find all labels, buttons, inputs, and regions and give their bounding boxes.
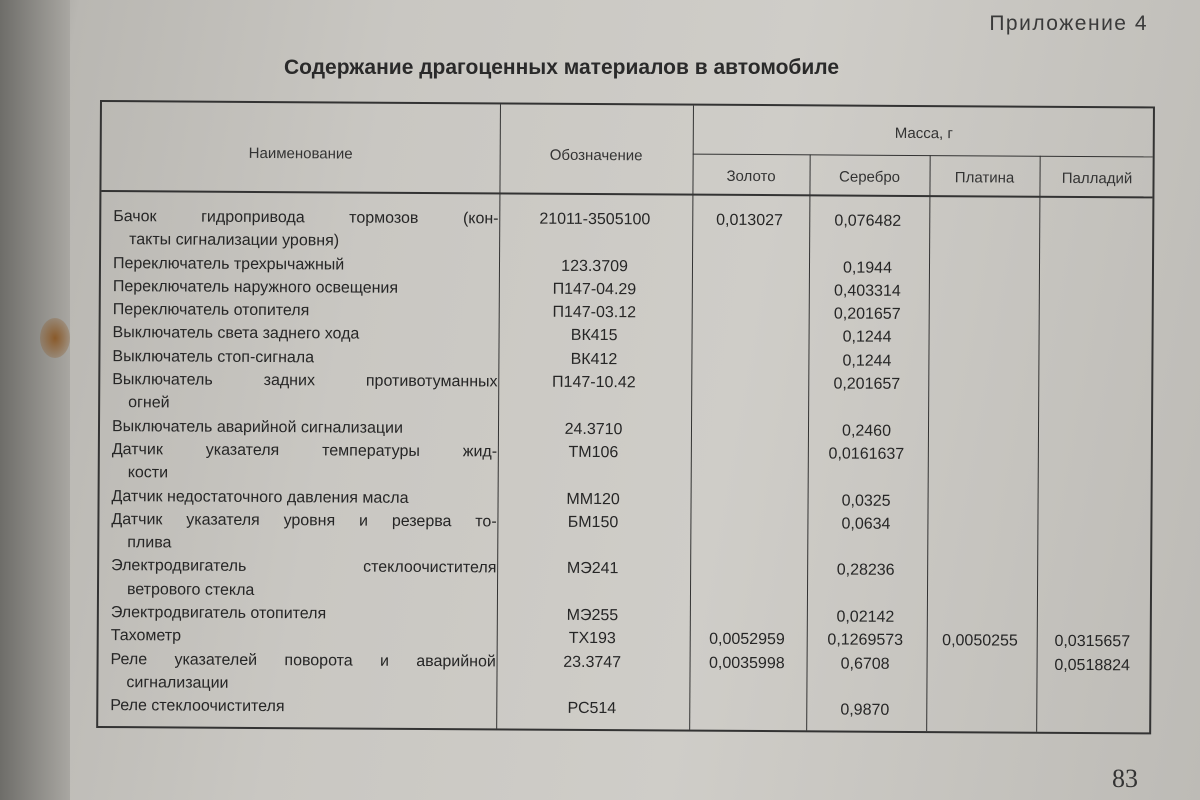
- item-name: [101, 252, 498, 278]
- palladium-mass: [1034, 700, 1149, 724]
- platinum-mass: [927, 210, 1037, 257]
- gold-mass: [691, 302, 808, 326]
- palladium-mass: [1037, 351, 1152, 375]
- gold-mass: 0,0052959: [709, 631, 785, 649]
- appendix-label: Приложение 4: [989, 12, 1148, 35]
- gold-mass: [690, 325, 807, 349]
- item-name: [98, 648, 496, 697]
- item-name: [101, 298, 498, 324]
- platinum-mass: [926, 443, 1036, 490]
- platinum-mass: [925, 699, 1035, 723]
- header-platinum: Платина: [954, 169, 1015, 187]
- item-code: ВК415: [570, 327, 618, 345]
- palladium-mass: [1037, 211, 1152, 258]
- platinum-mass: [926, 513, 1036, 560]
- gold-mass: 0,0035998: [708, 654, 785, 672]
- item-code: ВК412: [570, 350, 618, 368]
- silver-mass: 0,0325: [841, 492, 891, 510]
- page-number: 83: [1112, 764, 1138, 793]
- item-code: БМ150: [567, 513, 619, 532]
- item-name-line: Выключатель стоп-сигнала: [112, 347, 315, 367]
- item-name: [100, 345, 497, 371]
- item-name: [100, 415, 497, 441]
- silver-mass: 0,403314: [833, 282, 901, 300]
- item-code: 123.3709: [561, 257, 628, 275]
- platinum-mass: [927, 350, 1037, 374]
- item-name: [101, 275, 498, 301]
- item-code: МЭ255: [566, 606, 619, 625]
- item-name-line: огней: [128, 394, 170, 412]
- palladium-mass: [1036, 490, 1151, 514]
- item-name: [99, 554, 497, 603]
- palladium-mass: [1035, 607, 1150, 631]
- palladium-mass: [1036, 420, 1151, 444]
- item-code: 21011-3505100: [539, 210, 651, 229]
- palladium-mass: 0,0518824: [1054, 656, 1131, 674]
- item-code: ТХ193: [568, 630, 616, 648]
- platinum-mass: [925, 653, 1035, 700]
- silver-mass: 0,1269573: [827, 631, 904, 650]
- item-name: [98, 694, 495, 720]
- table-body: [98, 205, 1152, 724]
- item-name-line: сигнализации: [126, 674, 229, 692]
- item-name-line: Переключатель трехрычажный: [112, 254, 345, 274]
- item-code: МЭ241: [566, 560, 619, 578]
- item-name: [99, 508, 497, 557]
- silver-mass: 0,1944: [843, 259, 893, 277]
- silver-mass: 0,9870: [840, 701, 890, 720]
- item-name: [100, 485, 497, 511]
- palladium-mass: 0,0315657: [1054, 633, 1131, 651]
- item-name-line: Датчик указателя температуры жид-: [111, 441, 498, 461]
- platinum-mass: [926, 373, 1036, 420]
- header-gold: Золото: [726, 167, 776, 186]
- item-code: РС514: [567, 700, 617, 718]
- item-code: 23.3747: [563, 653, 622, 671]
- silver-mass: 0,201657: [833, 305, 901, 324]
- header-silver: Серебро: [839, 168, 901, 186]
- platinum-mass: [927, 303, 1037, 327]
- item-name-line: Тахометр: [110, 627, 182, 645]
- silver-mass: 0,1244: [842, 352, 892, 370]
- item-name-line: Датчик недостаточного давления масла: [111, 487, 409, 507]
- page-title: Содержание драгоценных материалов в автомобиле: [284, 56, 840, 79]
- item-code: П147-03.12: [552, 303, 637, 322]
- item-name-line: Выключатель света заднего хода: [112, 324, 360, 344]
- item-name: [101, 205, 499, 254]
- platinum-mass: [927, 327, 1037, 351]
- platinum-mass: [926, 490, 1036, 514]
- palladium-mass: [1035, 514, 1150, 561]
- header-code: Обозначение: [549, 146, 643, 165]
- header-palladium: Палладий: [1061, 169, 1133, 188]
- book-spine: [0, 0, 70, 800]
- silver-mass: 0,28236: [836, 561, 895, 580]
- palladium-mass: [1035, 560, 1150, 607]
- divider: [693, 154, 1153, 158]
- item-code: П147-10.42: [552, 373, 636, 392]
- silver-mass: 0,076482: [834, 212, 902, 230]
- item-code: П147-04.29: [552, 280, 637, 299]
- gold-mass: [690, 348, 807, 372]
- item-name-line: Выключатель задних противотуманных: [112, 371, 498, 391]
- palladium-mass: [1037, 327, 1152, 351]
- item-name-line: Датчик указателя уровня и резерва то-: [111, 510, 497, 531]
- table-row: [100, 438, 1151, 491]
- gold-mass: [690, 418, 807, 442]
- item-name: [101, 321, 498, 347]
- gold-mass: [690, 372, 807, 419]
- table-row: [98, 648, 1149, 701]
- item-name: [100, 438, 498, 487]
- gold-mass: [689, 558, 806, 605]
- paper-stain: [40, 318, 70, 358]
- item-name-line: кости: [127, 464, 169, 482]
- gold-mass: 0,013027: [716, 211, 783, 230]
- item-name-line: Реле стеклоочистителя: [110, 697, 285, 716]
- item-name-line: Переключатель отопителя: [112, 301, 310, 320]
- silver-mass: 0,2460: [842, 422, 892, 440]
- palladium-mass: [1036, 444, 1151, 491]
- table-row: [99, 554, 1150, 607]
- item-name-line: плива: [127, 534, 172, 552]
- item-name-line: ветрового стекла: [126, 580, 255, 599]
- table-row: [101, 205, 1152, 258]
- item-name-line: Бачок гидропривода тормозов (кон-: [113, 208, 499, 228]
- item-code: 24.3710: [564, 420, 623, 438]
- silver-mass: 0,201657: [833, 375, 901, 393]
- platinum-mass: [927, 257, 1037, 281]
- item-name-line: Электродвигатель стеклоочистителя: [111, 557, 497, 577]
- item-name-line: Выключатель аварийной сигнализации: [111, 417, 403, 437]
- item-name-line: Электродвигатель отопителя: [110, 604, 327, 623]
- gold-mass: [691, 255, 808, 279]
- palladium-mass: [1037, 281, 1152, 305]
- silver-mass: 0,0161637: [828, 445, 905, 463]
- platinum-mass: [925, 606, 1035, 630]
- item-name: [99, 601, 496, 627]
- silver-mass: 0,6708: [840, 655, 890, 673]
- gold-mass: [689, 488, 806, 512]
- item-code: ТМ106: [568, 443, 619, 462]
- item-name-line: Реле указателей поворота и аварийной: [110, 650, 496, 671]
- gold-mass: [691, 279, 808, 303]
- item-name-line: такты сигнализации уровня): [129, 231, 340, 250]
- item-name-line: Переключатель наружного освещения: [112, 277, 399, 297]
- header-divider: [101, 190, 1152, 198]
- gold-mass: [690, 442, 807, 489]
- silver-mass: 0,0634: [841, 515, 891, 533]
- silver-mass: 0,02142: [836, 608, 895, 626]
- platinum-mass: [927, 280, 1037, 304]
- item-code: ММ120: [566, 490, 620, 508]
- platinum-mass: [926, 420, 1036, 444]
- item-name: [99, 624, 496, 650]
- silver-mass: 0,1244: [842, 329, 892, 347]
- gold-mass: [689, 605, 806, 629]
- table-row: [99, 508, 1150, 561]
- platinum-mass: 0,0050255: [942, 632, 1018, 650]
- item-name: [100, 368, 498, 417]
- table-row: [100, 368, 1151, 421]
- palladium-mass: [1037, 304, 1152, 328]
- palladium-mass: [1036, 374, 1151, 421]
- precious-metals-table: [96, 100, 1155, 734]
- platinum-mass: [925, 560, 1035, 607]
- gold-mass: [689, 511, 806, 558]
- header-name: Наименование: [248, 144, 353, 163]
- gold-mass: [688, 698, 805, 722]
- header-mass: Масса, г: [894, 124, 953, 143]
- palladium-mass: [1037, 257, 1152, 281]
